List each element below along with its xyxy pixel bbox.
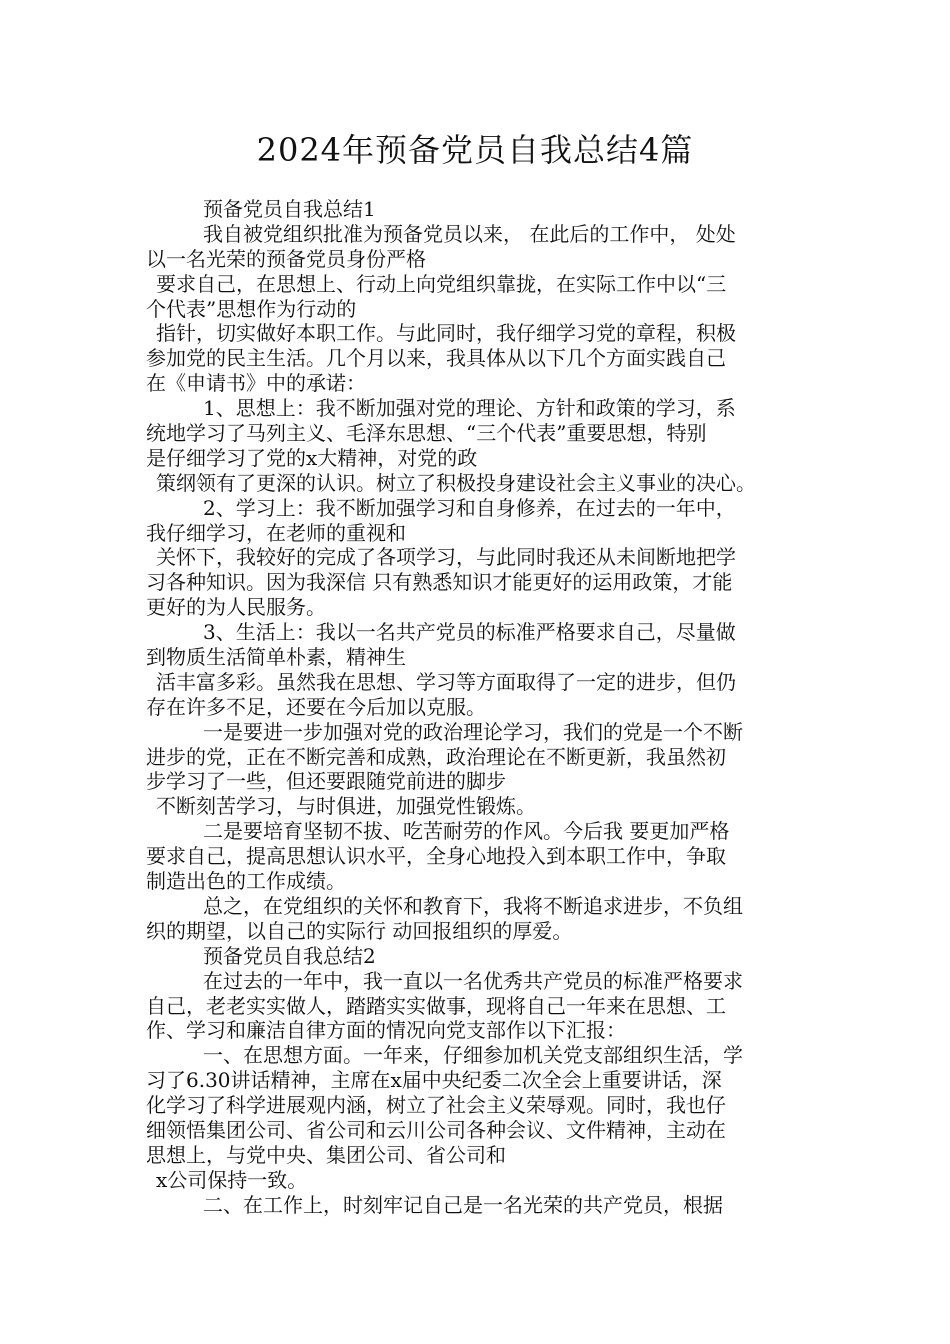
text-line: 思想上，与党中央、集团公司、省公司和 [146, 1142, 506, 1167]
text-line: 3、生活上：我以一名共产党员的标准严格要求自己，尽量做 [203, 620, 736, 645]
text-line: 要求自己，提高思想认识水平，全身心地投入到本职工作中，争取 [146, 844, 726, 869]
text-line: 我仔细学习，在老师的重视和 [146, 520, 406, 545]
document-title: 2024年预备党员自我总结4篇 [256, 131, 694, 169]
text-line: 策纲领有了更深的认识。树立了积极投身建设社会主义事业的决心。 [156, 470, 756, 495]
text-line: 统地学习了马列主义、毛泽东思想、“三个代表”重要思想，特别 [146, 421, 707, 446]
text-line: 预备党员自我总结1 [203, 197, 376, 221]
text-line: 细领悟集团公司、省公司和云川公司各种会议、文件精神，主动在 [146, 1117, 726, 1142]
text-line: 指针，切实做好本职工作。与此同时，我仔细学习党的章程，积极 [156, 321, 736, 346]
text-line: 我自被党组织批准为预备党员以来， 在此后的工作中， 处处 [203, 221, 736, 246]
text-line: 在过去的一年中，我一直以一名优秀共产党员的标准严格要求 [203, 968, 743, 993]
text-line: 到物质生活简单朴素，精神生 [146, 645, 406, 670]
text-line: 步学习了一些，但还要跟随党前进的脚步 [146, 769, 506, 794]
text-line: 在《申请书》中的承诺： [146, 371, 366, 396]
text-line: 二是要培育坚韧不拔、吃苦耐劳的作风。今后我 要更加严格 [203, 819, 730, 844]
text-line: 制造出色的工作成绩。 [146, 869, 346, 894]
text-line: 参加党的民主生活。几个月以来，我具体从以下几个方面实践自己 [146, 346, 726, 371]
text-line: 二、在工作上，时刻牢记自己是一名光荣的共产党员，根据 [203, 1192, 723, 1217]
text-line: 是仔细学习了党的x大精神，对党的政 [146, 445, 478, 470]
document-body [146, 197, 826, 1218]
text-line: 自己，老老实实做人，踏踏实实做事，现将自己一年来在思想、工 [146, 993, 726, 1018]
text-line: 不断刻苦学习，与时俱进，加强党性锻炼。 [156, 794, 536, 819]
text-line: 化学习了科学进展观内涵，树立了社会主义荣辱观。同时，我也仔 [146, 1093, 726, 1118]
text-line: 要求自己，在思想上、行动上向党组织靠拢，在实际工作中以“三 [156, 271, 727, 296]
text-line: 进步的党，正在不断完善和成熟，政治理论在不断更新，我虽然初 [146, 744, 726, 769]
text-line: 一是要进一步加强对党的政治理论学习，我们的党是一个不断 [203, 719, 743, 744]
text-line: 织的期望，以自己的实际行 动回报组织的厚爱。 [146, 918, 573, 943]
text-line: 2、学习上：我不断加强学习和自身修养，在过去的一年中， [203, 495, 736, 520]
text-line: 存在许多不足，还要在今后加以克服。 [146, 694, 486, 719]
text-line: 总之，在党组织的关怀和教育下，我将不断追求进步，不负组 [203, 893, 743, 918]
text-line: 更好的为人民服务。 [146, 595, 326, 620]
text-line: 习各种知识。因为我深信 只有熟悉知识才能更好的运用政策，才能 [146, 570, 733, 595]
text-line: 以一名光荣的预备党员身份严格 [146, 246, 426, 271]
text-line: 关怀下，我较好的完成了各项学习，与此同时我还从未间断地把学 [156, 545, 736, 570]
text-line: 个代表”思想作为行动的 [146, 296, 357, 321]
text-line: 一、在思想方面。一年来，仔细参加机关党支部组织生活，学 [203, 1043, 743, 1068]
text-line: 预备党员自我总结2 [203, 943, 376, 968]
text-line: 1、思想上：我不断加强对党的理论、方针和政策的学习，系 [203, 396, 736, 421]
text-line: 作、学习和廉洁自律方面的情况向党支部作以下汇报： [146, 1018, 626, 1043]
text-line: 活丰富多彩。虽然我在思想、学习等方面取得了一定的进步，但仍 [156, 669, 736, 694]
text-line: 习了6.30讲话精神，主席在x届中央纪委二次全会上重要讲话，深 [146, 1068, 722, 1093]
text-line: x公司保持一致。 [156, 1167, 308, 1192]
